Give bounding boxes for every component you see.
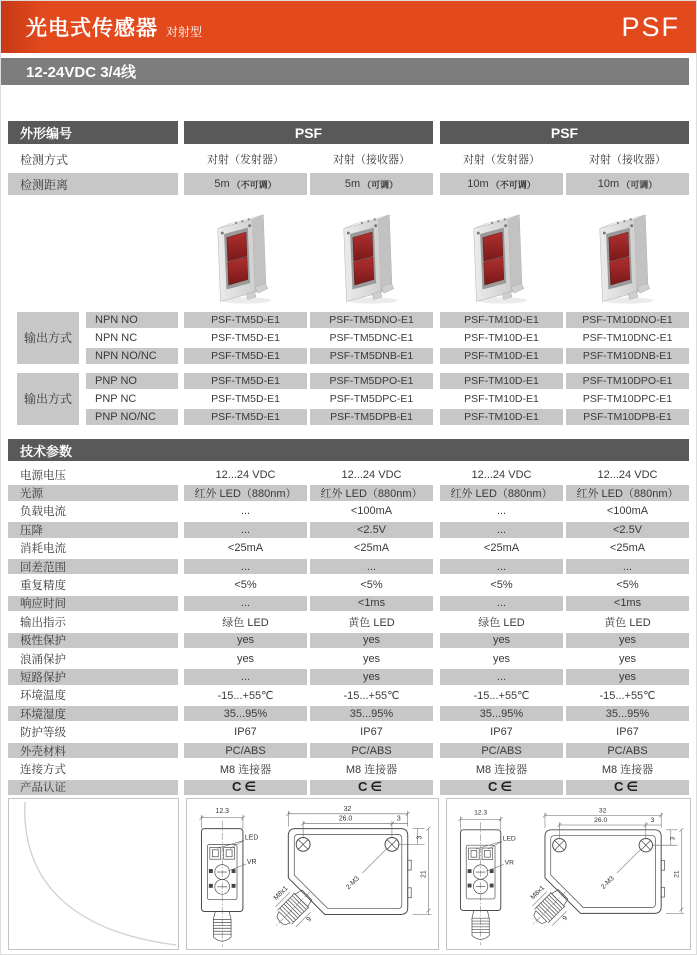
distance-note: （可调）: [362, 179, 399, 190]
tech-param-value: ...: [440, 559, 563, 574]
tech-param-row: [8, 651, 689, 666]
distance-note: （不可调）: [231, 179, 277, 190]
tech-param-value: 黄色 LED: [604, 616, 651, 629]
tech-param-value: IP67: [360, 726, 383, 739]
output-block: [8, 373, 689, 427]
tech-param-label: 环境湿度: [8, 706, 178, 721]
distance-main: 5m: [344, 178, 361, 190]
page-title: 光电式传感器: [26, 17, 158, 40]
detect-distance-value: [566, 173, 689, 195]
product-photo: [566, 198, 689, 310]
dimension-drawing: [447, 799, 690, 949]
tech-param-value: <25mA: [227, 542, 264, 555]
tech-param-label: 浪涌保护: [20, 653, 66, 666]
tech-param-row: [8, 504, 689, 519]
model-number: PSF-TM10D-E1: [440, 312, 563, 328]
tech-param-label: 光源: [8, 485, 178, 500]
model-number: PSF-TM10DNO-E1: [566, 312, 689, 328]
series-header-1: PSF: [184, 121, 433, 144]
distance-main: 5m: [214, 178, 230, 190]
shape-code-header: 外形编号: [8, 121, 178, 144]
sensor-photo-image: [331, 202, 413, 306]
tech-param-value: yes: [440, 633, 563, 648]
dim-connector: 9: [561, 914, 570, 923]
tech-param-label: 防护等级: [20, 727, 66, 740]
dim-holes: 26.0: [594, 817, 608, 825]
tech-param-row: [8, 780, 689, 795]
tech-param-value: ...: [184, 522, 307, 537]
output-type-label: PNP NO: [86, 373, 178, 389]
dim-holes: 26.0: [338, 815, 353, 823]
tech-param-value: PC/ABS: [184, 743, 307, 758]
tech-param-value: 35...95%: [566, 706, 689, 721]
ce-mark-icon: C∈: [613, 779, 642, 795]
tech-param-value: <1ms: [566, 596, 689, 611]
label-connector: M8x1: [529, 884, 547, 902]
tech-param-value: PC/ABS: [310, 743, 433, 758]
tech-param-value: <25mA: [483, 542, 520, 555]
tech-param-value: PC/ABS: [440, 743, 563, 758]
tech-param-label: 外壳材料: [8, 743, 178, 758]
dim-top: 3: [669, 836, 677, 841]
dimension-drawing-box-2: [446, 798, 691, 950]
model-number: PSF-TM5D-E1: [184, 348, 307, 364]
dim-edge: 3: [396, 815, 401, 823]
dim-front-width: 12.3: [215, 807, 229, 815]
tech-param-value: M8 连接器: [475, 763, 528, 776]
output-row: [86, 391, 689, 407]
tech-param-value: ...: [440, 596, 563, 611]
dim-edge: 3: [650, 817, 655, 825]
dimension-drawing-box-1: [186, 798, 439, 950]
tech-param-value: ...: [240, 505, 251, 518]
product-photo: [310, 198, 433, 310]
tech-param-label: 产品认证: [8, 780, 178, 795]
model-number: PSF-TM10DNC-E1: [582, 331, 673, 344]
output-tables: [8, 312, 689, 427]
tech-param-value: 红外 LED（880nm）: [440, 485, 563, 500]
tech-param-row: [8, 467, 689, 482]
model-number: PSF-TM5D-E1: [184, 373, 307, 389]
tech-param-value: <1ms: [310, 596, 433, 611]
tech-param-label: 回差范围: [8, 559, 178, 574]
tech-param-row: [8, 743, 689, 758]
detect-method-value: 对射（发射器）: [207, 154, 284, 166]
distance-main: 10m: [467, 178, 489, 190]
decor-curve-box: [8, 798, 179, 950]
output-row: [86, 348, 689, 364]
label-led: LED: [502, 835, 516, 843]
model-number: PSF-TM5D-E1: [184, 312, 307, 328]
tech-param-value: PC/ABS: [566, 743, 689, 758]
output-type-label: NPN NO/NC: [86, 348, 178, 364]
model-number: PSF-TM5DPO-E1: [310, 373, 433, 389]
tech-param-value: yes: [566, 669, 689, 684]
tech-param-row: [8, 688, 689, 703]
model-number: PSF-TM10D-E1: [464, 331, 539, 344]
output-group-label: 输出方式: [17, 312, 79, 364]
distance-note: （可调）: [621, 179, 658, 190]
detect-method-value: 对射（发射器）: [463, 154, 540, 166]
tech-param-value: ...: [566, 559, 689, 574]
model-number: PSF-TM10D-E1: [464, 392, 539, 405]
tech-param-value: <5%: [490, 579, 513, 592]
ce-mark-icon: C∈: [231, 779, 260, 795]
tech-param-value: ...: [184, 596, 307, 611]
tech-param-label: 极性保护: [8, 633, 178, 648]
tech-param-value: 35...95%: [184, 706, 307, 721]
tech-param-row: [8, 706, 689, 721]
tech-param-value: -15...+55℃: [473, 689, 530, 702]
tech-param-value: ...: [440, 522, 563, 537]
model-number: PSF-TM5DPB-E1: [310, 409, 433, 425]
model-number: PSF-TM10D-E1: [440, 348, 563, 364]
content-area: [1, 121, 696, 950]
tech-param-value: 12...24 VDC: [341, 468, 402, 481]
detect-distance-row: [8, 173, 689, 195]
detect-distance-value: [440, 173, 563, 195]
tech-param-row: [8, 724, 689, 739]
tech-param-value: ...: [184, 559, 307, 574]
tech-param-value: yes: [566, 633, 689, 648]
tech-param-value: [566, 780, 689, 795]
model-number: PSF-TM10DNB-E1: [566, 348, 689, 364]
label-thread-holes: 2-M3: [344, 875, 362, 892]
tech-param-value: IP67: [234, 726, 257, 739]
output-block-rows: [86, 312, 689, 366]
tech-param-value: 红外 LED（880nm）: [184, 485, 307, 500]
tech-param-value: <5%: [616, 579, 639, 592]
sensor-photo-image: [587, 202, 669, 306]
sensor-photo-image: [205, 202, 287, 306]
tech-param-label: 电源电压: [20, 469, 66, 482]
label-thread-holes: 2-M3: [600, 875, 616, 891]
tech-param-value: -15...+55℃: [599, 689, 656, 702]
tech-param-value: <100mA: [350, 505, 393, 518]
dim-front-width: 12.3: [474, 809, 488, 817]
output-row: [86, 312, 689, 328]
tech-params-header: 技术参数: [8, 439, 689, 461]
tech-param-label: 负载电流: [20, 506, 66, 519]
model-number: PSF-TM5D-E1: [211, 392, 280, 405]
decor-curve: [9, 799, 178, 949]
tech-param-label: 重复精度: [20, 580, 66, 593]
dim-height: 21: [420, 870, 428, 878]
tech-param-label: 短路保护: [8, 669, 178, 684]
tech-param-row: [8, 761, 689, 776]
tech-param-row: [8, 596, 689, 611]
tech-param-value: yes: [236, 652, 255, 665]
tech-param-label: 连接方式: [20, 763, 66, 776]
tech-param-value: [184, 780, 307, 795]
model-number: PSF-TM10DPC-E1: [582, 392, 673, 405]
dim-top: 3: [416, 835, 424, 840]
tech-param-value: 红外 LED（880nm）: [310, 485, 433, 500]
series-header-2: PSF: [440, 121, 689, 144]
tech-param-value: yes: [492, 652, 511, 665]
detect-distance-label: 检测距离: [8, 173, 178, 195]
output-block: [8, 312, 689, 366]
dimension-drawing: [187, 799, 438, 949]
ce-mark-icon: C∈: [357, 779, 386, 795]
detect-distance-value: [184, 173, 307, 195]
tech-rows: [8, 467, 689, 795]
tech-param-value: yes: [362, 652, 381, 665]
model-number: PSF-TM5D-E1: [184, 409, 307, 425]
tech-param-value: yes: [310, 669, 433, 684]
tech-param-value: yes: [618, 652, 637, 665]
tech-param-value: ...: [440, 669, 563, 684]
output-type-label: NPN NO: [86, 312, 178, 328]
tech-param-row: [8, 614, 689, 629]
tech-param-label: 输出指示: [20, 616, 66, 629]
model-number: PSF-TM10D-E1: [440, 373, 563, 389]
dim-height: 21: [673, 870, 681, 878]
tech-param-label: 响应时间: [8, 596, 178, 611]
product-photo-row: [8, 198, 689, 310]
tech-param-value: <25mA: [353, 542, 390, 555]
tech-param-value: M8 连接器: [345, 763, 398, 776]
tech-param-label: 环境温度: [20, 690, 66, 703]
photo-row-spacer: [8, 198, 184, 310]
output-type-label: PNP NO/NC: [86, 409, 178, 425]
detect-method-value: 对射（接收器）: [333, 154, 410, 166]
tech-param-row: [8, 577, 689, 592]
tech-param-value: 35...95%: [310, 706, 433, 721]
tech-param-value: 12...24 VDC: [597, 468, 658, 481]
model-number: PSF-TM5DNC-E1: [329, 331, 414, 344]
detect-distance-value: [310, 173, 433, 195]
model-number: PSF-TM10D-E1: [440, 409, 563, 425]
tech-param-label: 消耗电流: [20, 543, 66, 556]
output-row: [86, 330, 689, 346]
model-number: PSF-TM5DNO-E1: [310, 312, 433, 328]
tech-param-value: IP67: [490, 726, 513, 739]
tech-param-label: 压降: [8, 522, 178, 537]
tech-param-value: ...: [496, 505, 507, 518]
selection-header-row: [8, 121, 689, 144]
label-led: LED: [244, 834, 259, 842]
tech-param-value: M8 连接器: [219, 763, 272, 776]
ce-mark-icon: C∈: [487, 779, 516, 795]
dim-overall: 32: [343, 805, 352, 813]
detect-method-label: 检测方式: [20, 152, 69, 167]
tech-param-value: IP67: [616, 726, 639, 739]
output-row: [86, 409, 689, 425]
tech-param-value: yes: [310, 633, 433, 648]
tech-param-row: [8, 522, 689, 537]
output-block-rows: [86, 373, 689, 427]
tech-param-value: 35...95%: [440, 706, 563, 721]
tech-param-value: <100mA: [606, 505, 649, 518]
tech-param-row: [8, 485, 689, 500]
tech-param-value: M8 连接器: [601, 763, 654, 776]
distance-main: 10m: [597, 178, 620, 190]
model-number: PSF-TM10DPO-E1: [566, 373, 689, 389]
dim-overall: 32: [598, 807, 607, 815]
product-photo: [440, 198, 563, 310]
tech-param-value: <25mA: [609, 542, 646, 555]
tech-param-value: 绿色 LED: [478, 616, 525, 629]
detect-method-row: [8, 148, 689, 170]
series-code: PSF: [621, 11, 680, 42]
output-row: [86, 373, 689, 389]
tech-param-value: <5%: [360, 579, 383, 592]
tech-param-value: 黄色 LED: [348, 616, 395, 629]
dimension-box-row: [8, 798, 689, 950]
header-band: [1, 1, 696, 53]
tech-param-value: ...: [310, 559, 433, 574]
tech-param-row: [8, 559, 689, 574]
tech-param-value: [310, 780, 433, 795]
tech-param-value: <2.5V: [310, 522, 433, 537]
label-connector: M8x1: [272, 885, 290, 902]
tech-param-value: [440, 780, 563, 795]
tech-param-value: ...: [184, 669, 307, 684]
model-number: PSF-TM5DNB-E1: [310, 348, 433, 364]
dim-connector: 9: [305, 915, 314, 924]
tech-param-value: 12...24 VDC: [215, 468, 276, 481]
page-subtitle: 对射型: [166, 24, 203, 39]
model-number: PSF-TM5DPC-E1: [329, 392, 414, 405]
tech-param-row: [8, 541, 689, 556]
output-type-label: PNP NC: [95, 392, 137, 405]
label-vr: VR: [246, 859, 257, 867]
tech-param-row: [8, 669, 689, 684]
tech-param-value: 绿色 LED: [222, 616, 269, 629]
tech-param-value: 12...24 VDC: [471, 468, 532, 481]
voltage-band: [1, 58, 689, 85]
model-number: PSF-TM5D-E1: [211, 331, 280, 344]
tech-param-value: <5%: [234, 579, 257, 592]
label-vr: VR: [504, 859, 514, 867]
tech-param-value: -15...+55℃: [217, 689, 274, 702]
product-photo: [184, 198, 307, 310]
output-group-label: 输出方式: [17, 373, 79, 425]
sensor-photo-image: [461, 202, 543, 306]
distance-note: （不可调）: [490, 179, 536, 190]
detect-method-value: 对射（接收器）: [589, 154, 666, 166]
tech-param-value: <2.5V: [566, 522, 689, 537]
tech-param-value: 红外 LED（880nm）: [566, 485, 689, 500]
voltage-text: 12-24VDC 3/4线: [26, 64, 137, 81]
tech-param-value: -15...+55℃: [343, 689, 400, 702]
tech-param-value: yes: [184, 633, 307, 648]
output-type-label: NPN NC: [95, 331, 138, 344]
model-number: PSF-TM10DPB-E1: [566, 409, 689, 425]
tech-param-row: [8, 633, 689, 648]
